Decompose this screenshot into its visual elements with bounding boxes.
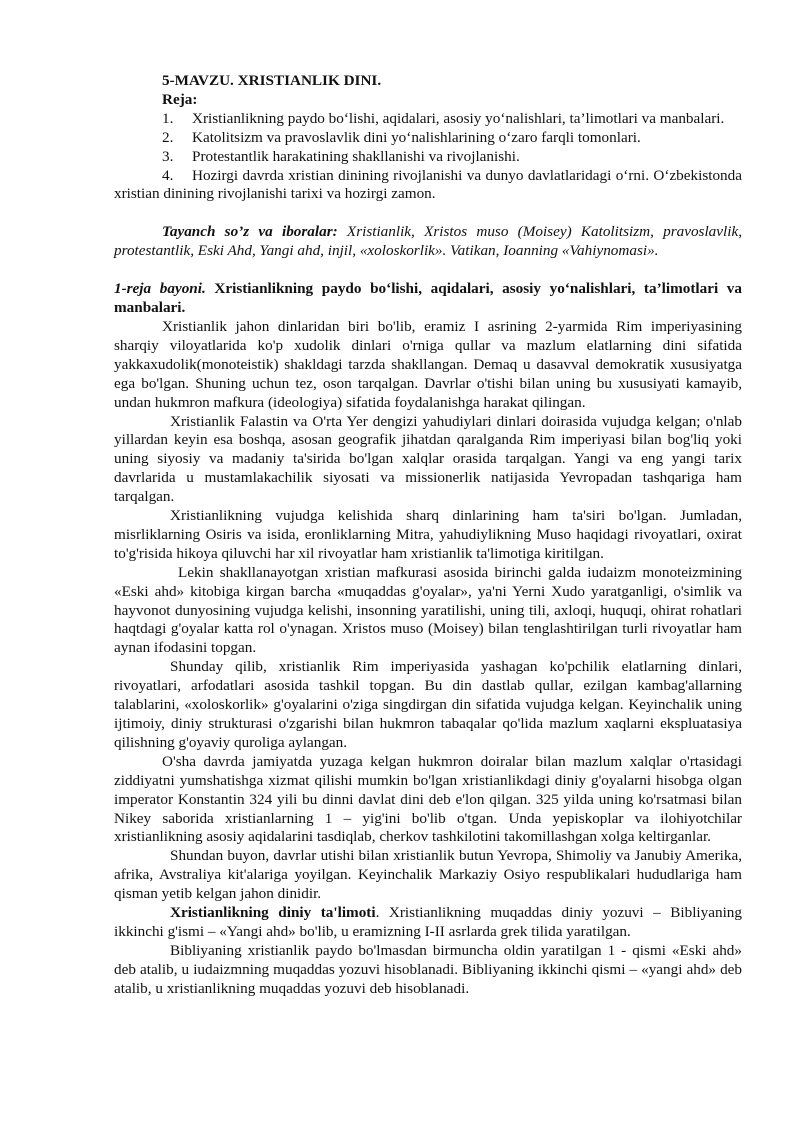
document-page: [114, 72, 742, 999]
plan-item-number: 3.: [162, 147, 174, 165]
body-paragraph: Xristianlikning vujudga kelishida sharq dinlarining ham ta'siri bo'lgan. Jumladan, misrliklarning Osiris va isida, eronliklarning Mitra, yahudiylikning Muso haqidagi rivoyatlari, oxirat to'g'risida hikoya qiluvchi har xil rivoyatlar ham xristianlik ta'limotiga kiritilgan.: [114, 507, 742, 562]
body-paragraph: Shundan buyon, davrlar utishi bilan xristianlik butun Yevropa, Shimoliy va Janubiy Amerika, afrika, Avstraliya kit'alariga yoyilgan. Keyinchalik Markaziy Osiyo respublikalari hududlariga ham qisman yetib kelgan jahon dinidir.: [114, 847, 742, 903]
section-heading-text: Xristianlikning paydo bo‘lishi, aqidalari, asosiy yo‘nalishlari, ta’limotlari va manbalari.: [114, 280, 742, 317]
plan-item: [114, 129, 742, 148]
plan-item-text: Xristianlikning paydo bo‘lishi, aqidalari, asosiy yo‘nalishlari, ta’limotlari va manbalari.: [192, 109, 725, 127]
section-heading: [114, 280, 742, 318]
plan-label: Reja:: [162, 90, 198, 108]
body-paragraph: Lekin shakllanayotgan xristian mafkurasi asosida birinchi galda iudaizm monoteizmining «Eski ahd» kitobiga kirgan barcha «muqaddas g'oyalar», ya'ni Yerni Xudo yaratganligi, o'simlik va hayvonot dunyosining vujudga kelishi, insonning yaratilishi, uning tili, axloqi, huquqi, ohirat rohatlari haqtdagi g'oyalar katta rol o'ynagan. Xristos muso (Moisey) bilan tenglashtirilgan turli rivoyatlar ham aynan ifodasini topgan.: [114, 563, 742, 657]
keywords-label: Tayanch so’z va iboralar:: [162, 223, 338, 241]
plan-item: [114, 167, 742, 205]
body-paragraph: Shunday qilib, xristianlik Rim imperiyasida yashagan ko'pchilik elatlarning dinlari, rivoyatlari, arfodatlari asosida tashkil topgan. Bu din dastlab qullar, ezilgan kambag'allarning talablarini, «xoloskorlik» g'oyalarini o'ziga singdirgan din sifatida vujudga kelgan. Keyinchalik uning ijtimoiy, diniy strukturasi o'zgarishi bilan hukmron tabaqalar qo'lida mazlum xaqlarni ekspluatasiya qilishning g'oyaviy quroliga aylangan.: [114, 658, 742, 751]
plan-item-text: Katolitsizm va pravoslavlik dini yo‘nalishlarining o‘zaro farqli tomonlari.: [192, 128, 641, 146]
plan-item: [114, 110, 742, 129]
section-label: 1-reja bayoni.: [114, 280, 206, 298]
body-paragraph: O'sha davrda jamiyatda yuzaga kelgan hukmron doiralar bilan mazlum xalqlar o'rtasidagi ziddiyatni yumshatishga xizmat qilishi mumkin bo'lgan xristianlikdagi diniy g'oyalarni hisobga olgan imperator Konstantin 324 yili bu dinni davlat dini deb e'lon qilgan. 325 yilda uning ko'rsatmasi bilan Nikey saborida xristianlarning 1 – yig'ini bo'lib o'tgan. Unda yepiskoplar va ilohiyotchilar xristianlikning asosiy aqidalarini tasdiqlab, cherkov tashkilotini takomillashgan xolga keltirganlar.: [114, 752, 742, 846]
body-paragraph: Xristianlik jahon dinlaridan biri bo'lib, eramiz I asrining 2-yarmida Rim imperiyasining sharqiy viloyatlarida ko'p xudolik dinlari o'rniga qullar va mazlum elatlarning dini sifatida yakkaxudolik(monoteistik) shakldagi tarzda shakllangan. Demaq u dasavval demokratik xususiyatga ega bo'lgan. Shuning uchun tez, oson tarqalgan. Davrlar o'tishi bilan uning bu xususiyati kamayib, undan hukmron mafkura (ideologiya) sifatida foydalanishga harakat qilingan.: [114, 317, 742, 411]
page-title: 5-MAVZU. XRISTIANLIK DINI.: [162, 72, 382, 89]
plan-item-text: Protestantlik harakatining shakllanishi va rivojlanishi.: [192, 147, 520, 165]
plan-item-number: 4.: [162, 166, 174, 184]
keywords-text: Xristianlik, Xristos muso (Moisey) Katolitsizm, pravoslavlik, protestantlik, Eski Ahd, Yangi ahd, injil, «xoloskorlik». Vatikan, Ioanning «Vahiynomasi».: [114, 223, 742, 260]
body-paragraph: Xristianlik Falastin va O'rta Yer dengizi yahudiylari dinlari doirasida vujudga kelgan; o'nlab yillardan keyin esa boshqa, asosan geografik jihatdan qaralganda Rim imperiyasi bilan bog'liq yoki uning siyosiy va madaniy ta'sirida bo'lgan xalqlar orasida tarqalgan. Yangi va eng yangi tarix davrlarida u mustamlakachilik siyosati va missionerlik natijasida Yevropadan tashqariga ham tarqalgan.: [114, 412, 742, 506]
body-paragraph: [114, 904, 742, 942]
plan-list: [114, 110, 742, 205]
plan-item-text: Hozirgi davrda xristian dinining rivojlanishi va dunyo davlatlaridagi o‘rni. O‘zbekistonda xristian dinining rivojlanishi tarixi va hozirgi zamon.: [114, 166, 742, 203]
body-paragraph: Bibliyaning xristianlik paydo bo'lmasdan birmuncha oldin yaratilgan 1 - qismi «Eski ahd» deb atalib, u iudaizmning muqaddas yozuvi hisoblanadi. Bibliyaning ikkinchi qismi – «yangi ahd» deb atalib, u xristianlikning muqaddas yozuvi deb hisoblanadi.: [114, 941, 742, 997]
plan-item: [114, 148, 742, 167]
paragraph-text: . Xristianlikning muqaddas diniy yozuvi – Bibliyaning ikkinchi g'ismi – «Yangi ahd» bo'lib, u eramizning I-II asrlarda grek tilida yaratilgan.: [114, 904, 742, 940]
keywords-paragraph: [114, 223, 742, 261]
plan-item-number: 2.: [162, 128, 174, 146]
plan-item-number: 1.: [162, 109, 174, 127]
subsection-title: Xristianlikning diniy ta'limoti: [170, 904, 376, 922]
